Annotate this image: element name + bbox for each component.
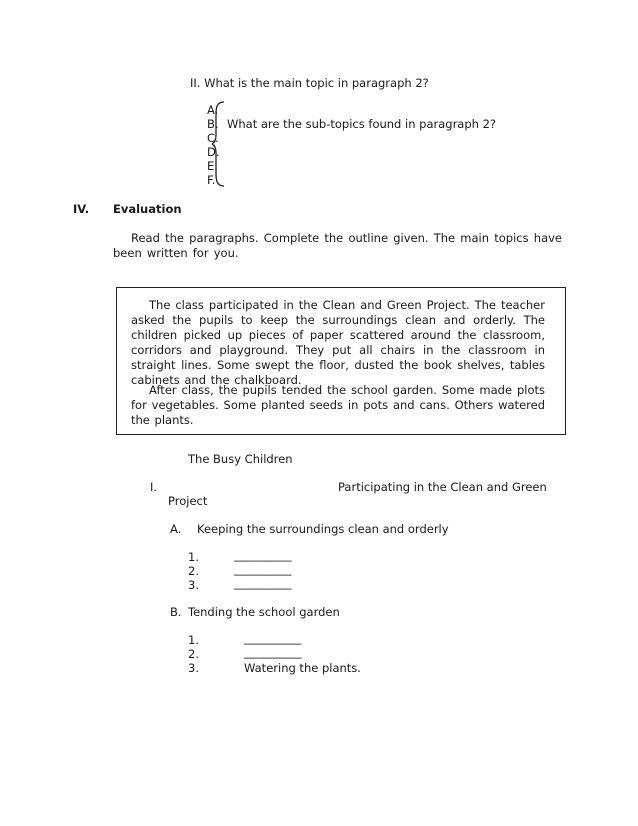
subtopic-b-label: Tending the school garden xyxy=(188,605,340,619)
letter-c: C. xyxy=(207,131,219,145)
subtopic-b-item-2-blank: __________ xyxy=(244,645,302,659)
letter-e: E. xyxy=(207,159,218,173)
subtopic-a-item-2-num: 2. xyxy=(188,564,199,578)
subtopic-a-label: Keeping the surroundings clean and orderly xyxy=(197,522,449,536)
subtopic-a-item-1-num: 1. xyxy=(188,550,199,564)
subtopic-b-item-3-text: Watering the plants. xyxy=(244,661,361,675)
outline-title: The Busy Children xyxy=(188,452,293,466)
instruction-text: Read the paragraphs. Complete the outline given. The main topics have been written for you. xyxy=(113,231,562,260)
letter-a: A. xyxy=(207,103,219,117)
section-numeral: IV. xyxy=(73,202,90,216)
passage-paragraph-2: After class, the pupils tended the school garden. Some made plots for vegetables. Some planted seeds in pots and cans. Others watered the plants. xyxy=(131,383,545,427)
subtopic-b-item-2-num: 2. xyxy=(188,647,199,661)
subtopic-a-letter: A. xyxy=(170,522,182,536)
subtopic-b-item-3-num: 3. xyxy=(188,661,199,675)
passage-box xyxy=(116,287,566,435)
subtopic-b-item-1-num: 1. xyxy=(188,633,199,647)
subtopic-a-item-2-blank: __________ xyxy=(234,562,292,576)
section-heading: Evaluation xyxy=(113,202,182,216)
subtopic-a-item-3-blank: __________ xyxy=(234,576,292,590)
question-ii: II. What is the main topic in paragraph 2? xyxy=(190,76,429,90)
subtopic-question: What are the sub-topics found in paragraph 2? xyxy=(227,117,497,131)
subtopic-b-letter: B. xyxy=(170,605,182,619)
letter-d: D. xyxy=(207,145,220,159)
subtopic-b-item-1-blank: __________ xyxy=(244,631,302,645)
letter-f: F. xyxy=(207,173,216,187)
subtopic-a-item-1-blank: __________ xyxy=(234,548,292,562)
passage-paragraph-1: The class participated in the Clean and Green Project. The teacher asked the pupils to keep the surroundings clean and orderly. The children picked up pieces of paper scattered around the classroom, corridors and playground. They put all chairs in the classroom in straight lines. Some swept the floor, dusted the book shelves, tables cabinets and the chalkboard. xyxy=(131,298,545,387)
subtopic-a-item-3-num: 3. xyxy=(188,578,199,592)
outline-main-numeral: I. xyxy=(150,480,158,494)
outline-main-topic-line2: Project xyxy=(168,494,208,508)
outline-main-topic-line1: Participating in the Clean and Green xyxy=(338,480,547,494)
letter-b: B. xyxy=(207,117,219,131)
curly-brace-icon xyxy=(212,101,228,187)
